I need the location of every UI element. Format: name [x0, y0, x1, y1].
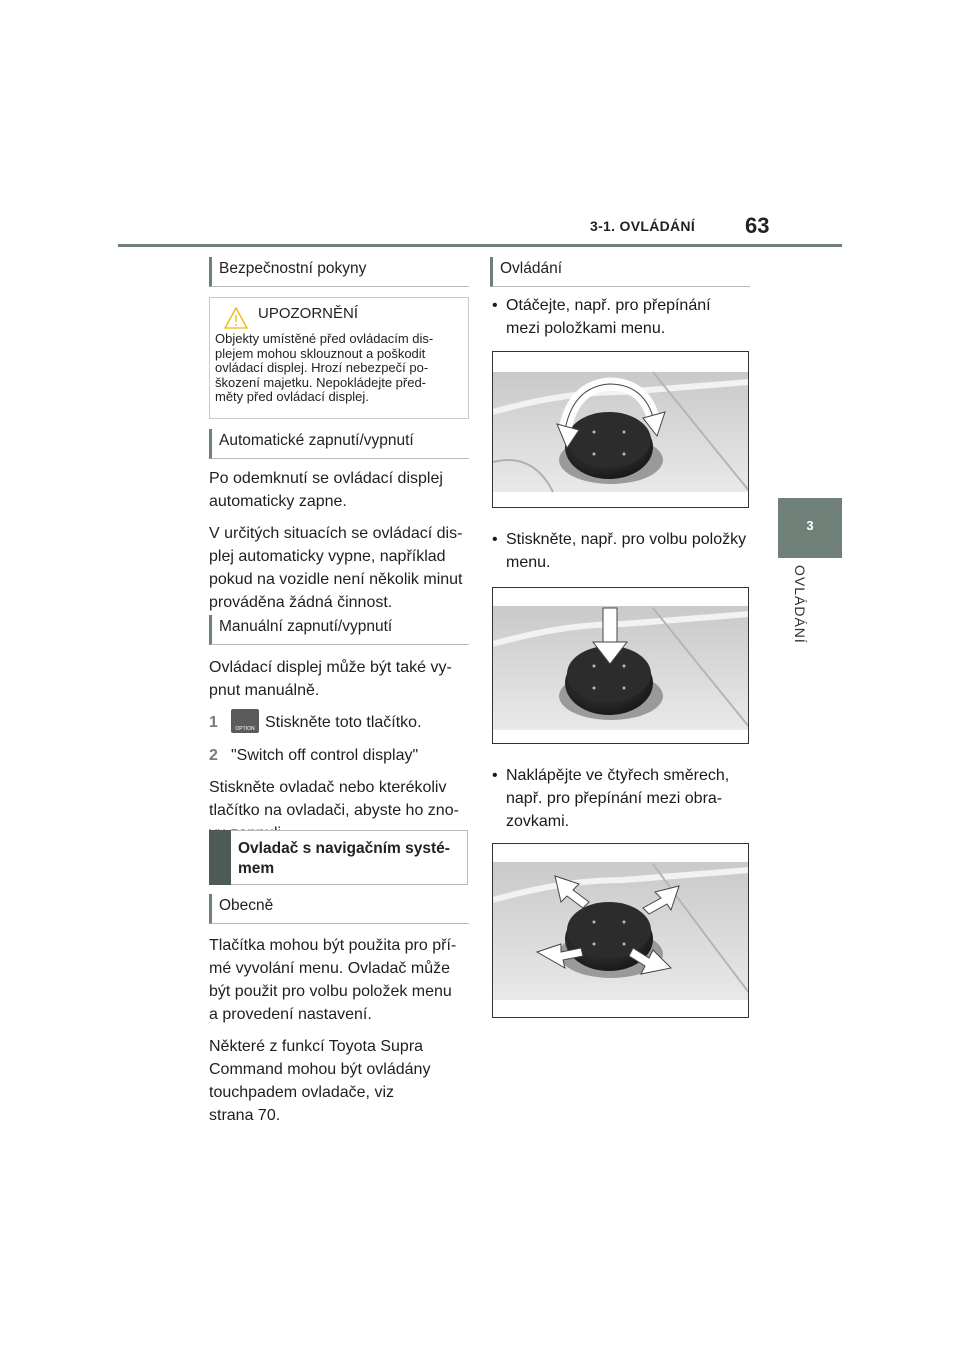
text-line: např. pro přepínání mezi obra- [506, 790, 723, 807]
text-line: Stiskněte ovladač nebo kterékoliv [209, 779, 447, 796]
general-heading: Obecně [209, 894, 469, 924]
option-button-label: OPTION [235, 726, 255, 732]
paragraph [209, 522, 471, 614]
step-1 [209, 711, 471, 735]
warning-triangle-icon [224, 307, 248, 329]
bullet-tilt [492, 764, 754, 833]
step-2 [209, 744, 471, 767]
manual-section-body [209, 656, 471, 854]
chapter-label: OVLÁDÁNÍ [792, 565, 808, 644]
warning-title: UPOZORNĚNÍ [258, 305, 359, 322]
paragraph [209, 656, 471, 702]
bullet-dot: • [492, 297, 498, 314]
page-number: 63 [745, 213, 770, 238]
text-line: Po odemknutí se ovládací displej [209, 470, 443, 487]
text-line: Ovladač s navigačním systé- [238, 840, 450, 857]
chapter-number: 3 [806, 518, 814, 533]
section-title: 3-1. OVLÁDÁNÍ [590, 218, 696, 234]
step-text: Stiskněte toto tlačítko. [265, 714, 422, 732]
text-line: Stiskněte, např. pro volbu položky [506, 531, 747, 548]
paragraph [209, 467, 471, 513]
warning-line: měty před ovládací displej. [215, 389, 369, 404]
manual-heading: Manuální zapnutí/vypnutí [209, 615, 469, 645]
controller-press-image [493, 588, 749, 744]
step-number: 1 [209, 714, 218, 732]
text-line: tlačítko na ovladači, abyste ho zno- [209, 802, 459, 819]
text-line: pokud na vozidle není několik minut [209, 571, 463, 588]
nav-heading-text [238, 839, 450, 879]
text-line: pnut manuálně. [209, 682, 320, 699]
text-line: Otáčejte, např. pro přepínání [506, 297, 711, 314]
nav-controller-heading [209, 830, 468, 885]
bullet-rotate [492, 294, 754, 340]
bullet-press [492, 528, 754, 574]
text-line: automaticky zapne. [209, 493, 347, 510]
text-line: Naklápějte ve čtyřech směrech, [506, 767, 730, 784]
chapter-label-wrap [786, 565, 816, 675]
paragraph [209, 1035, 471, 1127]
text-line: strana 70. [209, 1107, 281, 1124]
text-line: Některé z funkcí Toyota Supra [209, 1038, 424, 1055]
warning-line: Objekty umístěné před ovládacím dis- [215, 331, 434, 346]
text-line: mé vyvolání menu. Ovladač může [209, 960, 450, 977]
auto-heading: Automatické zapnutí/vypnutí [209, 429, 469, 459]
text-line: Command mohou být ovládány [209, 1061, 431, 1078]
controller-rotate-illustration [492, 351, 749, 508]
general-section-body [209, 934, 471, 1136]
text-line: mem [238, 860, 275, 877]
controller-rotate-image [493, 352, 749, 508]
option-button-icon [231, 709, 259, 733]
text-line: plej automaticky vypne, například [209, 548, 446, 565]
text-line: prováděna žádná činnost. [209, 594, 393, 611]
safety-heading: Bezpečnostní pokyny [209, 257, 469, 287]
auto-section-body [209, 467, 471, 623]
warning-line: plejem mohou sklouznout a poškodit [215, 345, 426, 361]
bullet-dot: • [492, 531, 498, 548]
text-line: V určitých situacích se ovládací dis- [209, 525, 463, 542]
text-line: touchpadem ovladače, viz [209, 1084, 394, 1101]
heading-bar [209, 830, 231, 885]
warning-box [209, 297, 469, 419]
warning-line: škození majetku. Nepokládejte před- [215, 374, 427, 390]
header-rule [118, 244, 842, 247]
step-text: "Switch off control display" [231, 747, 419, 764]
text-line: menu. [506, 554, 551, 571]
text-line: a provedení nastavení. [209, 1006, 372, 1023]
control-heading: Ovládání [490, 257, 750, 287]
text-line: Ovládací displej může být také vy- [209, 659, 452, 676]
bullet-dot: • [492, 767, 498, 784]
chapter-tab [778, 498, 842, 558]
warning-text [215, 332, 464, 405]
warning-line: ovládací displej. Hrozí nebezpečí po- [215, 360, 429, 375]
text-line: zovkami. [506, 813, 570, 830]
text-line: Tlačítka mohou být použita pro pří- [209, 937, 457, 954]
paragraph [209, 934, 471, 1026]
controller-press-illustration [492, 587, 749, 744]
text-line: mezi položkami menu. [506, 320, 666, 337]
controller-tilt-illustration [492, 843, 749, 1018]
controller-tilt-image [493, 844, 749, 1018]
step-number: 2 [209, 747, 218, 764]
text-line: být použit pro volbu položek menu [209, 983, 452, 1000]
